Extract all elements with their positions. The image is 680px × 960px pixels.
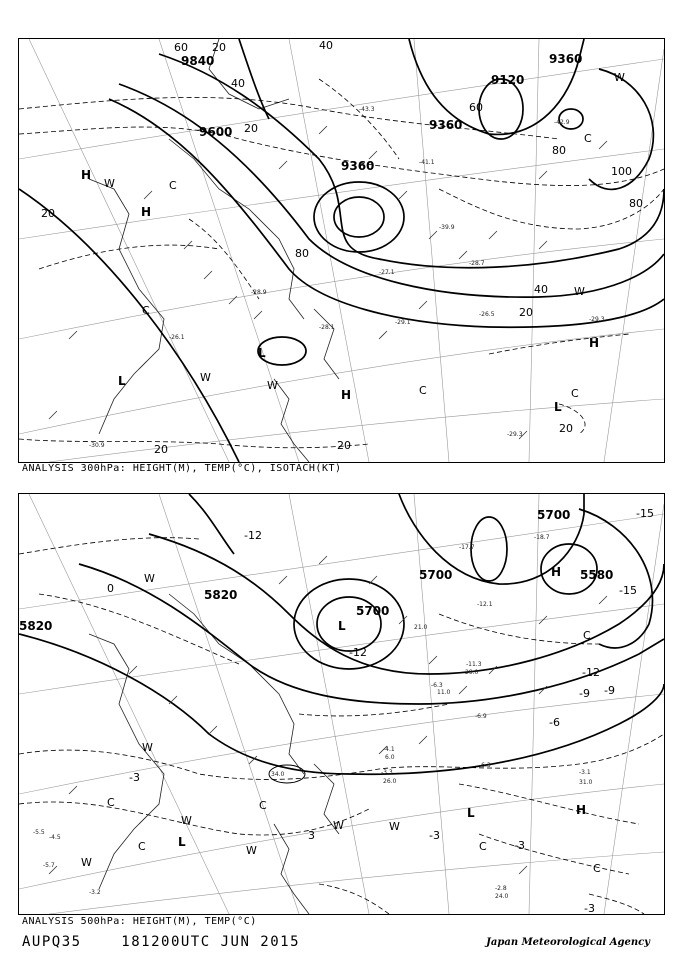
height-label: 5700: [356, 604, 390, 618]
cold-mark: C: [584, 132, 592, 145]
temperature-label: 26.0: [383, 778, 397, 785]
isotach-label: 20: [559, 422, 573, 435]
isotherm-label: -12: [349, 646, 367, 659]
low-center-mark: L: [178, 835, 186, 849]
height-contours: [19, 494, 664, 774]
isotherm-label: -3: [129, 771, 140, 784]
cold-mark: C: [593, 862, 601, 875]
isotherm-label: -9: [579, 687, 590, 700]
isotherm-label: 0: [107, 582, 114, 595]
height-label: 5580: [580, 568, 614, 582]
warm-mark: W: [200, 371, 211, 384]
temperature-label: -5.5: [33, 829, 45, 836]
temperature-label: 11.0: [437, 689, 451, 696]
temperature-label: -6.3: [431, 682, 443, 689]
cold-mark: C: [107, 796, 115, 809]
temperature-label: -30.9: [89, 442, 105, 449]
height-label: 9360: [549, 52, 583, 66]
panel-caption-300hpa: ANALYSIS 300hPa: HEIGHT(M), TEMP(°C), ISOTACH(KT): [22, 463, 342, 474]
isotach-label: 100: [611, 165, 632, 178]
warm-mark: W: [104, 177, 115, 190]
map-300hpa-svg: [19, 39, 664, 462]
cold-mark: C: [142, 304, 150, 317]
warm-mark: W: [333, 819, 344, 832]
valid-time: 181200UTC JUN 2015: [121, 934, 301, 950]
high-center-mark: H: [341, 388, 352, 402]
isotherm-label: -15: [619, 584, 637, 597]
temperature-label: -6.9: [475, 713, 487, 720]
isotach-label: 20: [337, 439, 351, 452]
temperature-label: -26.5: [479, 311, 495, 318]
region-marks: [104, 71, 625, 400]
map-panel-300hpa: [18, 38, 665, 463]
temperature-label: -27.1: [379, 269, 395, 276]
cold-mark: C: [479, 840, 487, 853]
temperature-label: 24.0: [495, 893, 509, 900]
temperature-label: -29.1: [395, 319, 411, 326]
isotherm-label: -9: [604, 684, 615, 697]
temperature-label: -28.9: [251, 289, 267, 296]
isotach-label: 20: [244, 122, 258, 135]
high-center-mark: H: [589, 336, 600, 350]
high-center-mark: H: [141, 205, 152, 219]
warm-mark: W: [574, 285, 585, 298]
isotherm-label: 3: [308, 829, 315, 842]
isotherm-label: -3: [584, 902, 595, 914]
cold-mark: C: [419, 384, 427, 397]
isotach-label: 40: [231, 77, 245, 90]
temperature-label: -42.9: [554, 119, 570, 126]
temperature-label: 29.0: [465, 669, 479, 676]
warm-mark: W: [614, 71, 625, 84]
isotherm-label: -3: [514, 839, 525, 852]
low-center-mark: L: [338, 619, 346, 633]
temperature-label: -26.1: [169, 334, 185, 341]
isotach-label: 40: [319, 39, 333, 52]
temperature-label: -41.1: [419, 159, 435, 166]
warm-mark: W: [144, 572, 155, 585]
temperature-label: -28.7: [469, 260, 485, 267]
temperature-label: -17.7: [459, 544, 475, 551]
isotach-label: 20: [519, 306, 533, 319]
isotach-label: 20: [154, 443, 168, 456]
isotach-label: 60: [469, 101, 483, 114]
isotach-label: 80: [552, 144, 566, 157]
temperature-label: -6.3: [479, 762, 491, 769]
cold-mark: C: [259, 799, 267, 812]
high-center-mark: H: [81, 168, 92, 182]
coastline: [89, 594, 339, 914]
height-label: 9840: [181, 54, 215, 68]
warm-mark: W: [181, 814, 192, 827]
temperature-label: -43.3: [359, 106, 375, 113]
height-label: 9600: [199, 125, 233, 139]
temperature-label: 31.0: [579, 779, 593, 786]
height-label: 9360: [429, 118, 463, 132]
warm-mark: W: [246, 844, 257, 857]
temperature-label: -5.7: [43, 862, 55, 869]
isotach-label: 60: [174, 41, 188, 54]
temperature-label: -3.2: [89, 889, 101, 896]
temperature-label: -18.7: [534, 534, 550, 541]
temperature-label: 21.0: [414, 624, 428, 631]
panel-caption-500hpa: ANALYSIS 500hPa: HEIGHT(M), TEMP(°C): [22, 916, 257, 927]
height-label: 5820: [204, 588, 238, 602]
height-label: 9120: [491, 73, 525, 87]
isotach-label: 80: [295, 247, 309, 260]
agency-credit: Japan Meteorological Agency: [486, 937, 650, 948]
temperature-label: -4.5: [49, 834, 61, 841]
isotherm-label: -6: [549, 716, 560, 729]
isotherm-labels: [107, 507, 654, 914]
cold-mark: C: [169, 179, 177, 192]
isotherm-label: -12: [244, 529, 262, 542]
map-panel-500hpa: [18, 493, 665, 915]
temperature-label: -29.3: [589, 316, 605, 323]
height-label: 5700: [419, 568, 453, 582]
isotherm-label: -3: [429, 829, 440, 842]
temperature-label: -2.8: [495, 885, 507, 892]
region-marks: [81, 572, 601, 875]
temperature-label: 6.0: [385, 754, 395, 761]
warm-mark: W: [267, 379, 278, 392]
map-500hpa-svg: [19, 494, 664, 914]
warm-mark: W: [389, 820, 400, 833]
low-center-mark: L: [554, 400, 562, 414]
temperature-label: -11.3: [466, 661, 482, 668]
height-label: 9360: [341, 159, 375, 173]
low-center-mark: L: [258, 346, 266, 360]
high-center-mark: L: [467, 806, 475, 820]
warm-mark: W: [81, 856, 92, 869]
temperature-label: 34.0: [271, 771, 285, 778]
temperature-label: -28.1: [319, 324, 335, 331]
isotach-label: 20: [41, 207, 55, 220]
high-center-mark: H: [576, 803, 587, 817]
low-center-mark: H: [551, 565, 562, 579]
graticule: [19, 494, 664, 914]
height-labels: [19, 508, 613, 633]
isotherm-label: -15: [636, 507, 654, 520]
chart-code: AUPQ35: [22, 934, 82, 950]
chart-identifier: [22, 934, 300, 950]
warm-mark: W: [142, 741, 153, 754]
low-center-mark: L: [118, 374, 126, 388]
temperature-label: -4.1: [383, 746, 395, 753]
temperature-label: -39.9: [439, 224, 455, 231]
temperature-label: -3.1: [579, 769, 591, 776]
temperature-label: -29.3: [507, 431, 523, 438]
temperature-labels: [33, 534, 593, 900]
temperature-label: -12.1: [477, 601, 493, 608]
isotherm-label: -12: [582, 666, 600, 679]
isotach-label: 80: [629, 197, 643, 210]
temperature-label: -3.3: [381, 769, 393, 776]
cold-mark: C: [138, 840, 146, 853]
cold-mark: C: [571, 387, 579, 400]
cold-mark: C: [583, 629, 591, 642]
height-label: 5700: [537, 508, 571, 522]
height-label: 5820: [19, 619, 53, 633]
isotach-label: 20: [212, 41, 226, 54]
isotach-label: 40: [534, 283, 548, 296]
